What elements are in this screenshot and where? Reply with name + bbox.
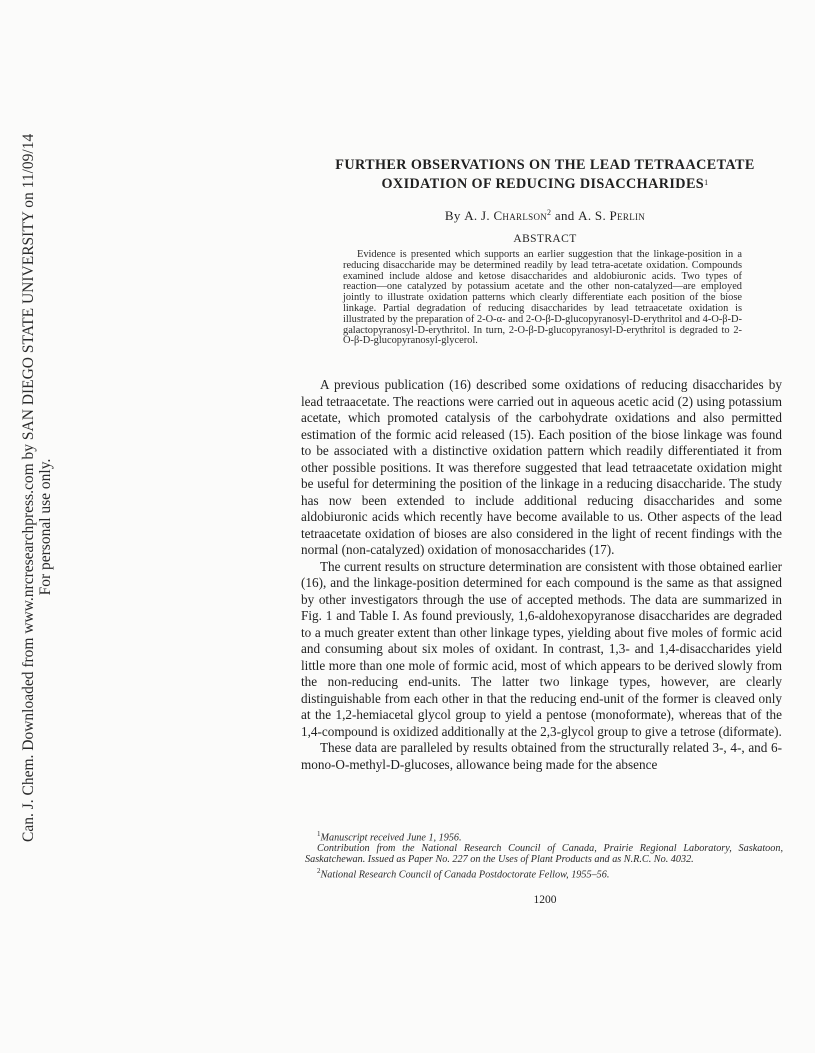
title-footnote-mark: 1 xyxy=(704,178,709,187)
download-watermark xyxy=(0,0,54,1053)
body-text xyxy=(301,377,782,773)
title-line-2: OXIDATION OF REDUCING DISACCHARIDES xyxy=(381,176,705,192)
body-paragraph-1: A previous publication (16) described some oxidations of reducing disaccharides by lead tetraacetate. The reactions were carried out in aqueous acetic acid (2) using potassium acetate, which promoted catalysis of the carbohydrate oxidations and also permitted estimation of the formic acid released (15). Each position of the biose linkage was found to be associated with a distinctive oxidation pattern which readily differentiated it from other possible positions. It was therefore suggested that lead tetraacetate oxidation might be useful for determining the position of the linkage in a reducing disaccharide. The study has now been extended to include additional reducing disaccharides and some aldobiuronic acids which recently have become available to us. Other aspects of the lead tetraacetate oxidation of bioses are also considered in the light of recent findings with the normal (non-catalyzed) oxidation of monosaccharides (17). xyxy=(301,377,782,557)
article-title xyxy=(305,156,785,194)
abstract-text: Evidence is presented which supports an earlier suggestion that the linkage-position in a reducing disaccharide may be determined readily by lead tetra-acetate oxidation. Compounds examined include aldose and ketose disaccharides and aldobiuronic acids. Two types of reaction—one catalyzed by potassium acetate and the other non-catalyzed—are employed jointly to illustrate oxidation patterns which clearly differentiate each position of the biose linkage. Partial degradation of reducing disaccharides by lead tetraacetate oxidation is illustrated by the preparation of 2-O-α- and 2-O-β-D-glucopyranosyl-D-erythritol and 4-O-β-D-galactopyranosyl-D-erythritol. In turn, 2-O-β-D-glucopyranosyl-D-erythritol is degraded to 2-O-β-D-glucopyranosyl-glycerol. xyxy=(343,249,742,347)
abstract-heading: ABSTRACT xyxy=(513,233,577,245)
author-and: and xyxy=(551,208,579,223)
title-line-1: FURTHER OBSERVATIONS ON THE LEAD TETRAACETATE xyxy=(335,157,755,173)
footnotes xyxy=(305,829,783,881)
footnote-1-text: Manuscript received June 1, 1956. xyxy=(320,832,462,844)
footnote-1 xyxy=(305,829,783,844)
footnote-2-text: National Research Council of Canada Postdoctorate Fellow, 1955–56. xyxy=(320,869,610,881)
watermark-line-2: For personal use only. xyxy=(37,458,54,596)
download-watermark-text xyxy=(20,133,54,842)
footnote-2 xyxy=(305,866,783,881)
author-line xyxy=(305,208,785,224)
watermark-line-1: Can. J. Chem. Downloaded from www.nrcresearchpress.com by SAN DIEGO STATE UNIVERSITY on 11/09/14 xyxy=(20,133,37,842)
footnote-2-mark: 2 xyxy=(317,866,321,875)
body-paragraph-3: These data are paralleled by results obtained from the structurally related 3-, 4-, and 6-mono-O-methyl-D-glucoses, allowance being made for the absence xyxy=(301,740,782,772)
page-number: 1200 xyxy=(533,894,557,906)
author-2: A. S. Perlin xyxy=(578,208,646,223)
body-paragraph-2: The current results on structure determination are consistent with those obtained earlier (16), and the linkage-position determined for each compound is the same as that assigned by other investigators through the use of accepted methods. The data are summarized in Fig. 1 and Table I. As found previously, 1,6-aldohexopyranose disaccharides are degraded to a much greater extent than other linkage types, yielding about five moles of formic acid and consuming about six moles of oxidant. In contrast, 1,3- and 1,4-disaccharides yield little more than one mole of formic acid, most of which appears to be derived slowly from the non-reducing end-units. The latter two linkage types, however, are clearly distinguishable from each other in that the reducing end-unit of the former is cleaved only at the 1,2-hemiacetal glycol group to yield a pentose (monoformate), whereas that of the 1,4-compound is oxidized additionally at the 2,3-glycol group to give a tetrose (diformate). xyxy=(301,558,782,739)
author-1: A. J. Charlson xyxy=(464,208,548,223)
footnote-1-mark: 1 xyxy=(317,830,321,838)
author-1-mark: 2 xyxy=(547,208,552,217)
author-by: By xyxy=(444,208,465,223)
footnote-1-contribution: Contribution from the National Research Council of Canada, Prairie Regional Laboratory, Saskatoon, Saskatchewan. Issued as Paper No. 227 on the Uses of Plant Products and as N.R.C. No. 4032. xyxy=(305,843,783,865)
